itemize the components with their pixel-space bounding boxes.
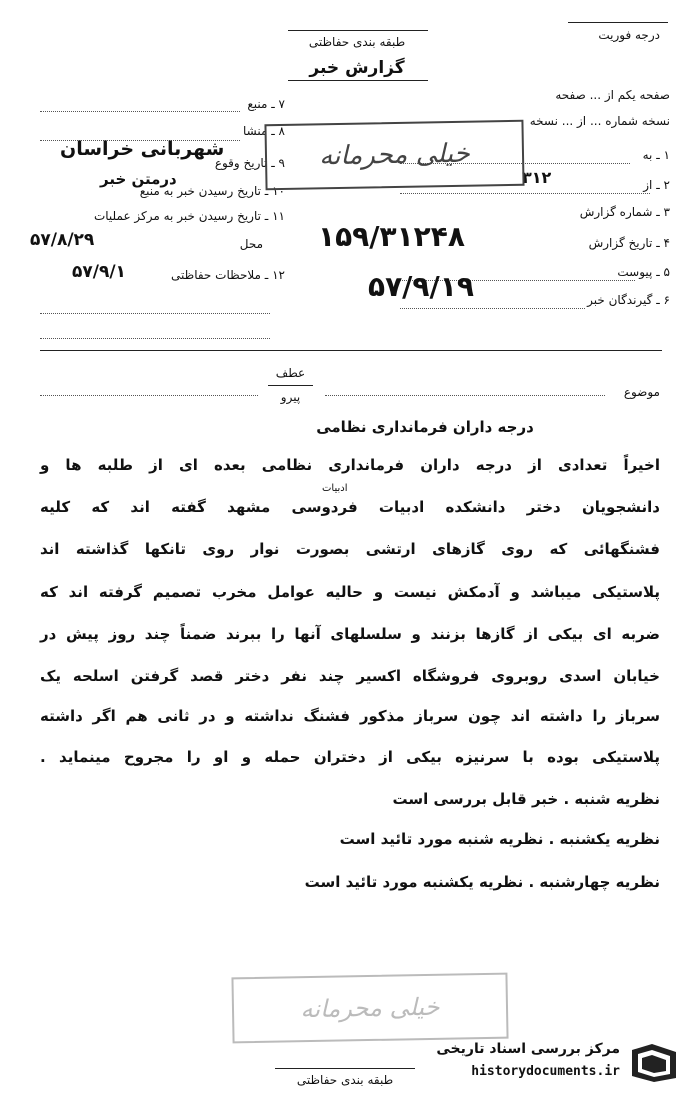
report-number-value: ۱۵۹/۳۱۲۴۸ — [318, 220, 465, 253]
field-occurrence-date: ۹ ـ تاریخ وقوع — [214, 156, 285, 170]
dotline-extra2 — [40, 338, 270, 339]
field-recipients: ۶ ـ گیرندگان خبر — [587, 293, 670, 307]
field-security-notes: ۱۲ ـ ملاحظات حفاظتی — [171, 268, 285, 282]
dotline-extra — [40, 313, 270, 314]
body-line-1: اخیراً تعدادی از درجه داران فرمانداری نظامی بعده ای از طلبه ها و — [40, 456, 660, 474]
report-date-value: ۵۷/۹/۱۹ — [368, 270, 474, 303]
from-value: ۳۱۲ — [522, 168, 552, 187]
subject-dotline-left — [40, 395, 258, 396]
note-saturday: نظریه شنبه . خبر قابل بررسی است — [392, 790, 660, 808]
ref-line — [268, 385, 313, 386]
page-of-field: صفحه یکم از ... صفحه — [555, 88, 670, 102]
occurrence-value: شهربانی خراسان — [60, 138, 225, 160]
body-line-2: دانشجویان دختر دانشکده ادبیات فردوسی مشهد گفته اند که کلیه — [40, 498, 660, 516]
watermark-url: historydocuments.ir — [471, 1064, 620, 1079]
received-source-value: درمتن خبر — [100, 170, 177, 188]
note-sunday: نظریه یکشنبه . نظریه شنبه مورد تائید است — [339, 830, 660, 848]
field-attachment: ۵ ـ پیوست — [617, 265, 670, 279]
field-received-source: ۱۰ ـ تاریخ رسیدن خبر به منبع — [139, 184, 285, 198]
watermark-title: مرکز بررسی اسناد تاریخی — [436, 1041, 620, 1057]
field-from: ۲ ـ از — [643, 178, 670, 192]
body-line-7: سرباز را داشته اند چون سرباز مذکور فشنگ نداشته و در ثانی هم اگر داشته — [40, 707, 660, 725]
header-separator — [40, 350, 662, 351]
subject-dotline-right — [325, 395, 605, 396]
inserted-word: ادبیات — [322, 483, 348, 494]
report-title: گزارش خبر — [309, 58, 405, 78]
copy-number-field: نسخه شماره ... از ... نسخه — [529, 114, 670, 128]
subject-label: موضوع — [623, 385, 660, 399]
ref-label: عطف — [275, 366, 306, 380]
classification-top-line — [288, 30, 428, 31]
dotline-recipients — [400, 308, 585, 309]
field-report-date: ۴ ـ تاریخ گزارش — [588, 236, 670, 250]
priority-line — [568, 22, 668, 23]
dotline-from — [400, 193, 650, 194]
body-line-4: پلاستیکی میباشد و آدمکش نیست و حالیه عوامل مخرب تصمیم گرفته اند که — [40, 583, 660, 601]
priority-label: درجه فوریت — [598, 28, 660, 42]
field-origin: ۸ ـ منشا — [242, 124, 285, 138]
classification-bottom-line — [275, 1068, 415, 1069]
note-wednesday: نظریه چهارشنبه . نظریه یکشنبه مورد تائید است — [304, 873, 660, 891]
field-to: ۱ ـ به — [642, 148, 670, 162]
field-location: محل — [239, 237, 263, 251]
body-line-8: پلاستیکی بوده با سرنیزه بیکی از دختران حمله و او را مجروح مینماید . — [40, 748, 660, 766]
received-sender-value: ۵۷/۸/۲۹ — [30, 230, 95, 250]
watermark-logo-icon — [628, 1040, 680, 1084]
top-secret-stamp: خیلی محرمانه — [264, 120, 524, 191]
body-line-5: ضربه ای بیکی از گازها بزنند و سلسلهای آنها را ببرند ضمناً چند روز پیش در — [40, 625, 660, 643]
body-line-3: فشنگهائی که روی گازهای ارتشی بصورت نوار روی تانکها گذاشته اند — [40, 540, 660, 558]
field-report-number: ۳ ـ شماره گزارش — [579, 205, 670, 219]
classification-bottom: طبقه بندی حفاظتی — [296, 1073, 394, 1087]
body-line-6: خیابان اسدی روبروی فروشگاه اکسیر چند نفر دختر قصد گرفتن اسلحه یک — [40, 667, 660, 685]
location-value: ۵۷/۹/۱ — [72, 262, 126, 282]
report-title-line — [288, 80, 428, 81]
bottom-secret-stamp: خیلی محرمانه — [231, 973, 508, 1044]
body-heading: درجه داران فرمانداری نظامی — [316, 418, 534, 436]
dotline-source — [40, 111, 240, 112]
field-received-sender: ۱۱ ـ تاریخ رسیدن خبر به مرکز عملیات — [93, 209, 285, 223]
field-source: ۷ ـ منبع — [247, 97, 285, 111]
follow-label: پیرو — [280, 390, 301, 404]
classification-top: طبقه بندی حفاظتی — [308, 35, 406, 49]
